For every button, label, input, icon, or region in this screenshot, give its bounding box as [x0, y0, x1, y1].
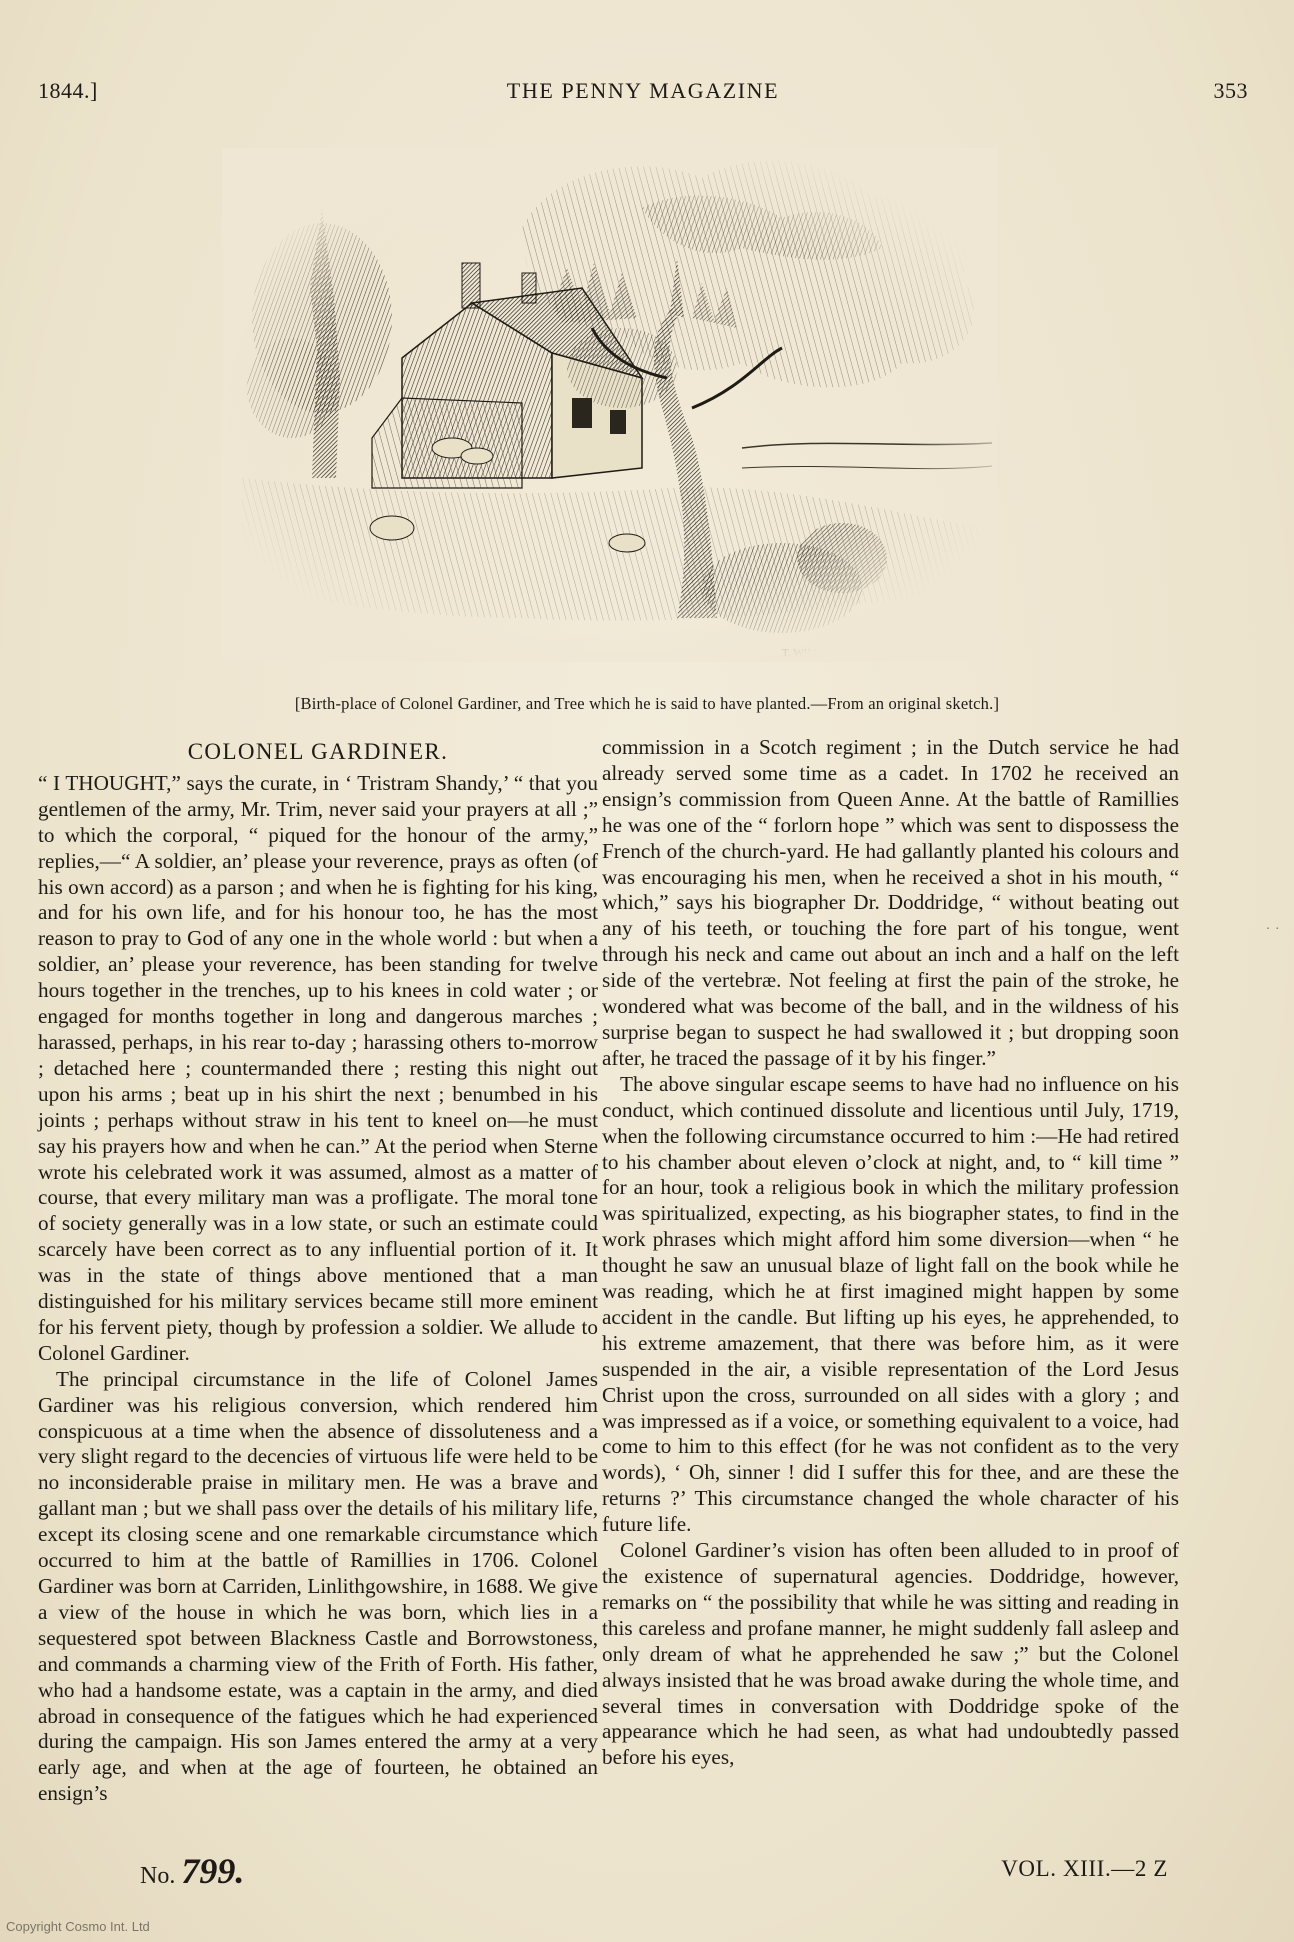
header-year: 1844.]: [38, 78, 98, 103]
paragraph: The principal circumstance in the life of Colonel James Gardiner was his religious conversion, which rendered him conspicuous at a time when the absence of dissoluteness and a very slight regard to the decencies of virtuous life were held to be no inconsiderable praise in military men. He was a brave and gallant man ; but we shall pass over the details of his military life, except its closing scene and one remarkable circumstance which occurred to him at the battle of Ramillies in 1706. Colonel Gardiner was born at Carriden, Linlithgowshire, in 1688. We give a view of the house in which he was born, which lies in a sequestered spot between Blackness Castle and Borrowstoness, and commands a charming view of the Frith of Forth. His father, who had a handsome estate, was a captain in the army, and died abroad in consequence of the fatigues which he had experienced during the campaign. His son James entered the army at a very early age, and when at the age of fourteen, he obtained an ensign’s: [38, 1366, 598, 1806]
paragraph: The above singular escape seems to have had no influence on his conduct, which continued dissolute and licentious until July, 1719, when the following circumstance occurred to him :—He had retired to his chamber about eleven o’clock at night, and, to “ kill time ” for an hour, took a religious book in which the military profession was spiritualized, expecting, as his biographer states, to find in the work phrases which might afford him some diversion—when “ he thought he saw an unusual blaze of light fall on the book while he was reading, which he at first imagined might happen by some accident in the candle. But lifting up his eyes, he apprehended, to his extreme amazement, that there was before him, as it were suspended in the air, a visible representation of the Lord Jesus Christ upon the cross, surrounded on all sides with a glory ; and was impressed as if a voice, or something equivalent to a voice, had come to him to this effect (for he was not confident as to the very words), ‘ Oh, sinner ! did I suffer this for thee, and are these the returns ?’ This circumstance changed the whole character of his future life.: [602, 1071, 1179, 1537]
paragraph: “ I THOUGHT,” says the curate, in ‘ Tristram Shandy,’ “ that you gentlemen of the army, Mr. Trim, never said your prayers at all ;” to which the corporal, “ piqued for the honour of the army,” replies,—“ A soldier, an’ please your reverence, prays as often (of his own accord) as a parson ; and when he is fighting for his king, and for his own life, and for his honour too, he has the most reason to pray to God of any one in the whole world : but when a soldier, an’ please your reverence, has been standing for twelve hours together in the trenches, up to his knees in cold water ; or engaged for months together in long and dangerous marches ; harassed, perhaps, in his rear to-day ; harassing others to-morrow ; detached here ; countermanded there ; resting this night out upon his arms ; beat up in his shirt the next ; benumbed in his joints ; perhaps without straw in his tent to kneel on—he must say his prayers how and when he can.” At the period when Sterne wrote his celebrated work it was assumed, almost as a matter of course, that every military man was a profligate. The moral tone of society generally was in a low state, or such an estimate could scarcely have been correct as to any influential portion of it. It was in the state of things above mentioned that a man distinguished for his military services became still more eminent for his fervent piety, though by profession a soldier. We allude to Colonel Gardiner.: [38, 770, 598, 1365]
magazine-title: THE PENNY MAGAZINE: [506, 78, 780, 103]
copyright-watermark: Copyright Cosmo Int. Ltd: [6, 1919, 150, 1934]
issue-number: [140, 1850, 244, 1892]
issue-number-value: 799.: [181, 1851, 245, 1891]
right-column: [602, 735, 1179, 1771]
volume-label: VOL. XIII.—2 Z: [1001, 1856, 1168, 1881]
page-number: 353: [1213, 78, 1248, 103]
left-column: [38, 735, 598, 1807]
running-header: [38, 78, 1248, 108]
article-heading: COLONEL GARDINER.: [187, 739, 449, 764]
paragraph: Colonel Gardiner’s vision has often been alluded to in proof of the existence of supernatural agencies. Doddridge, however, remarks on “ the possibility that while he was sitting and reading in this careless and profane manner, he might suddenly fall asleep and only dream of what he apprehended he saw ;” but the Colonel always insisted that he was broad awake during the whole time, and several times in conversation with Doddridge spoke of the appearance which he had seen, as what had undoubtedly passed before his eyes,: [602, 1538, 1179, 1770]
paragraph: commission in a Scotch regiment ; in the Dutch service he had already served some time as a cadet. In 1702 he received an ensign’s commission from Queen Anne. At the battle of Ramillies he was one of the “ forlorn hope ” which was sent to dispossess the French of the church-yard. He had gallantly planted his colours and was encouraging his men, when he received a shot in his mouth, “ which,” says his biographer Dr. Doddridge, “ without beating out any of his teeth, or touching the fore part of his tongue, went through his neck and came out about an inch and a half on the left side of the vertebræ. Not feeling at first the pain of the stroke, he wondered what was become of the ball, and in the wildness of his surprise began to suspect he had swallowed it ; but dropping soon after, he traced the passage of it by his finger.”: [602, 735, 1179, 1070]
illustration-caption: [Birth-place of Colonel Gardiner, and Tree which he is said to have planted.—From an original sketch.]: [294, 694, 1000, 713]
issue-number-prefix: No.: [140, 1863, 176, 1889]
cottage-engraving: [222, 148, 998, 662]
page-footer: [0, 1848, 1294, 1898]
margin-specks: ˙ ˙: [1265, 925, 1280, 942]
